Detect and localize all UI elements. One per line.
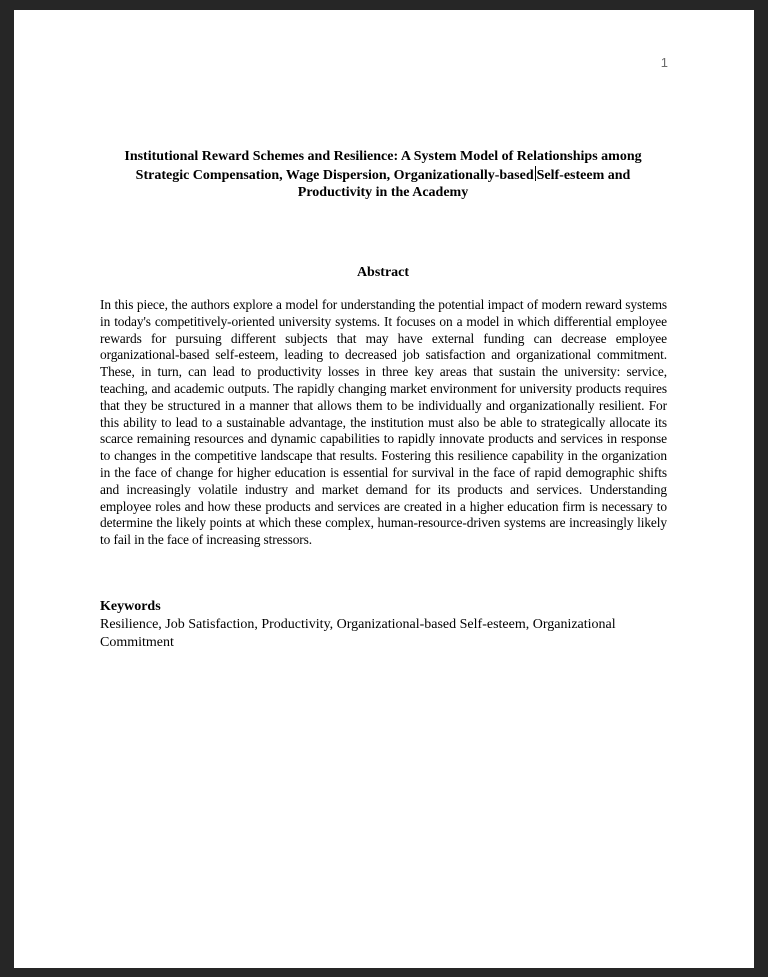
title-text-part2: Self-esteem and Productivity in the Academy (297, 167, 631, 200)
keywords-list: Resilience, Job Satisfaction, Productivity, Organizational-based Self-esteem, Organizational Commitment (100, 617, 616, 650)
text-cursor (535, 166, 536, 181)
abstract-heading: Abstract (356, 265, 410, 280)
title-text-part1: Institutional Reward Schemes and Resilience: A System Model of Relationships among Strategic Compensation, Wage Dispersion, Organizationally-based (124, 149, 642, 183)
document-title (100, 148, 666, 202)
abstract-body: In this piece, the authors explore a model for understanding the potential impact of modern reward systems in today's competitively-oriented university systems. It focuses on a model in which differential employee rewards for pursuing different subjects that may have external funding can decrease employee organizational-based self-esteem, leading to decreased job satisfaction and organizational commitment. These, in turn, can lead to productivity losses in three key areas that sustain the university: service, teaching, and academic outputs. The rapidly changing market environment for university products requires that they be structured in a manner that allows them to be individually and organizationally resilient. For this ability to lead to a sustainable advantage, the institution must also be able to strategically allocate its scarce remaining resources and dynamic capabilities to rapidly innovate products and services in response to changes in the competitive landscape that results. Fostering this resilience capability in the organization in the face of change for higher education is essential for survival in the face of rapid demographic shifts and increasingly volatile industry and market demand for its products and services. Understanding employee roles and how these products and services are created in a higher education firm is necessary to determine the likely points at which these complex, human-resource-driven systems are increasingly likely to fail in the face of increasing stressors. (100, 297, 667, 548)
page-number: 1 (660, 55, 668, 70)
document-page (14, 10, 754, 968)
keywords-heading: Keywords (100, 599, 161, 614)
